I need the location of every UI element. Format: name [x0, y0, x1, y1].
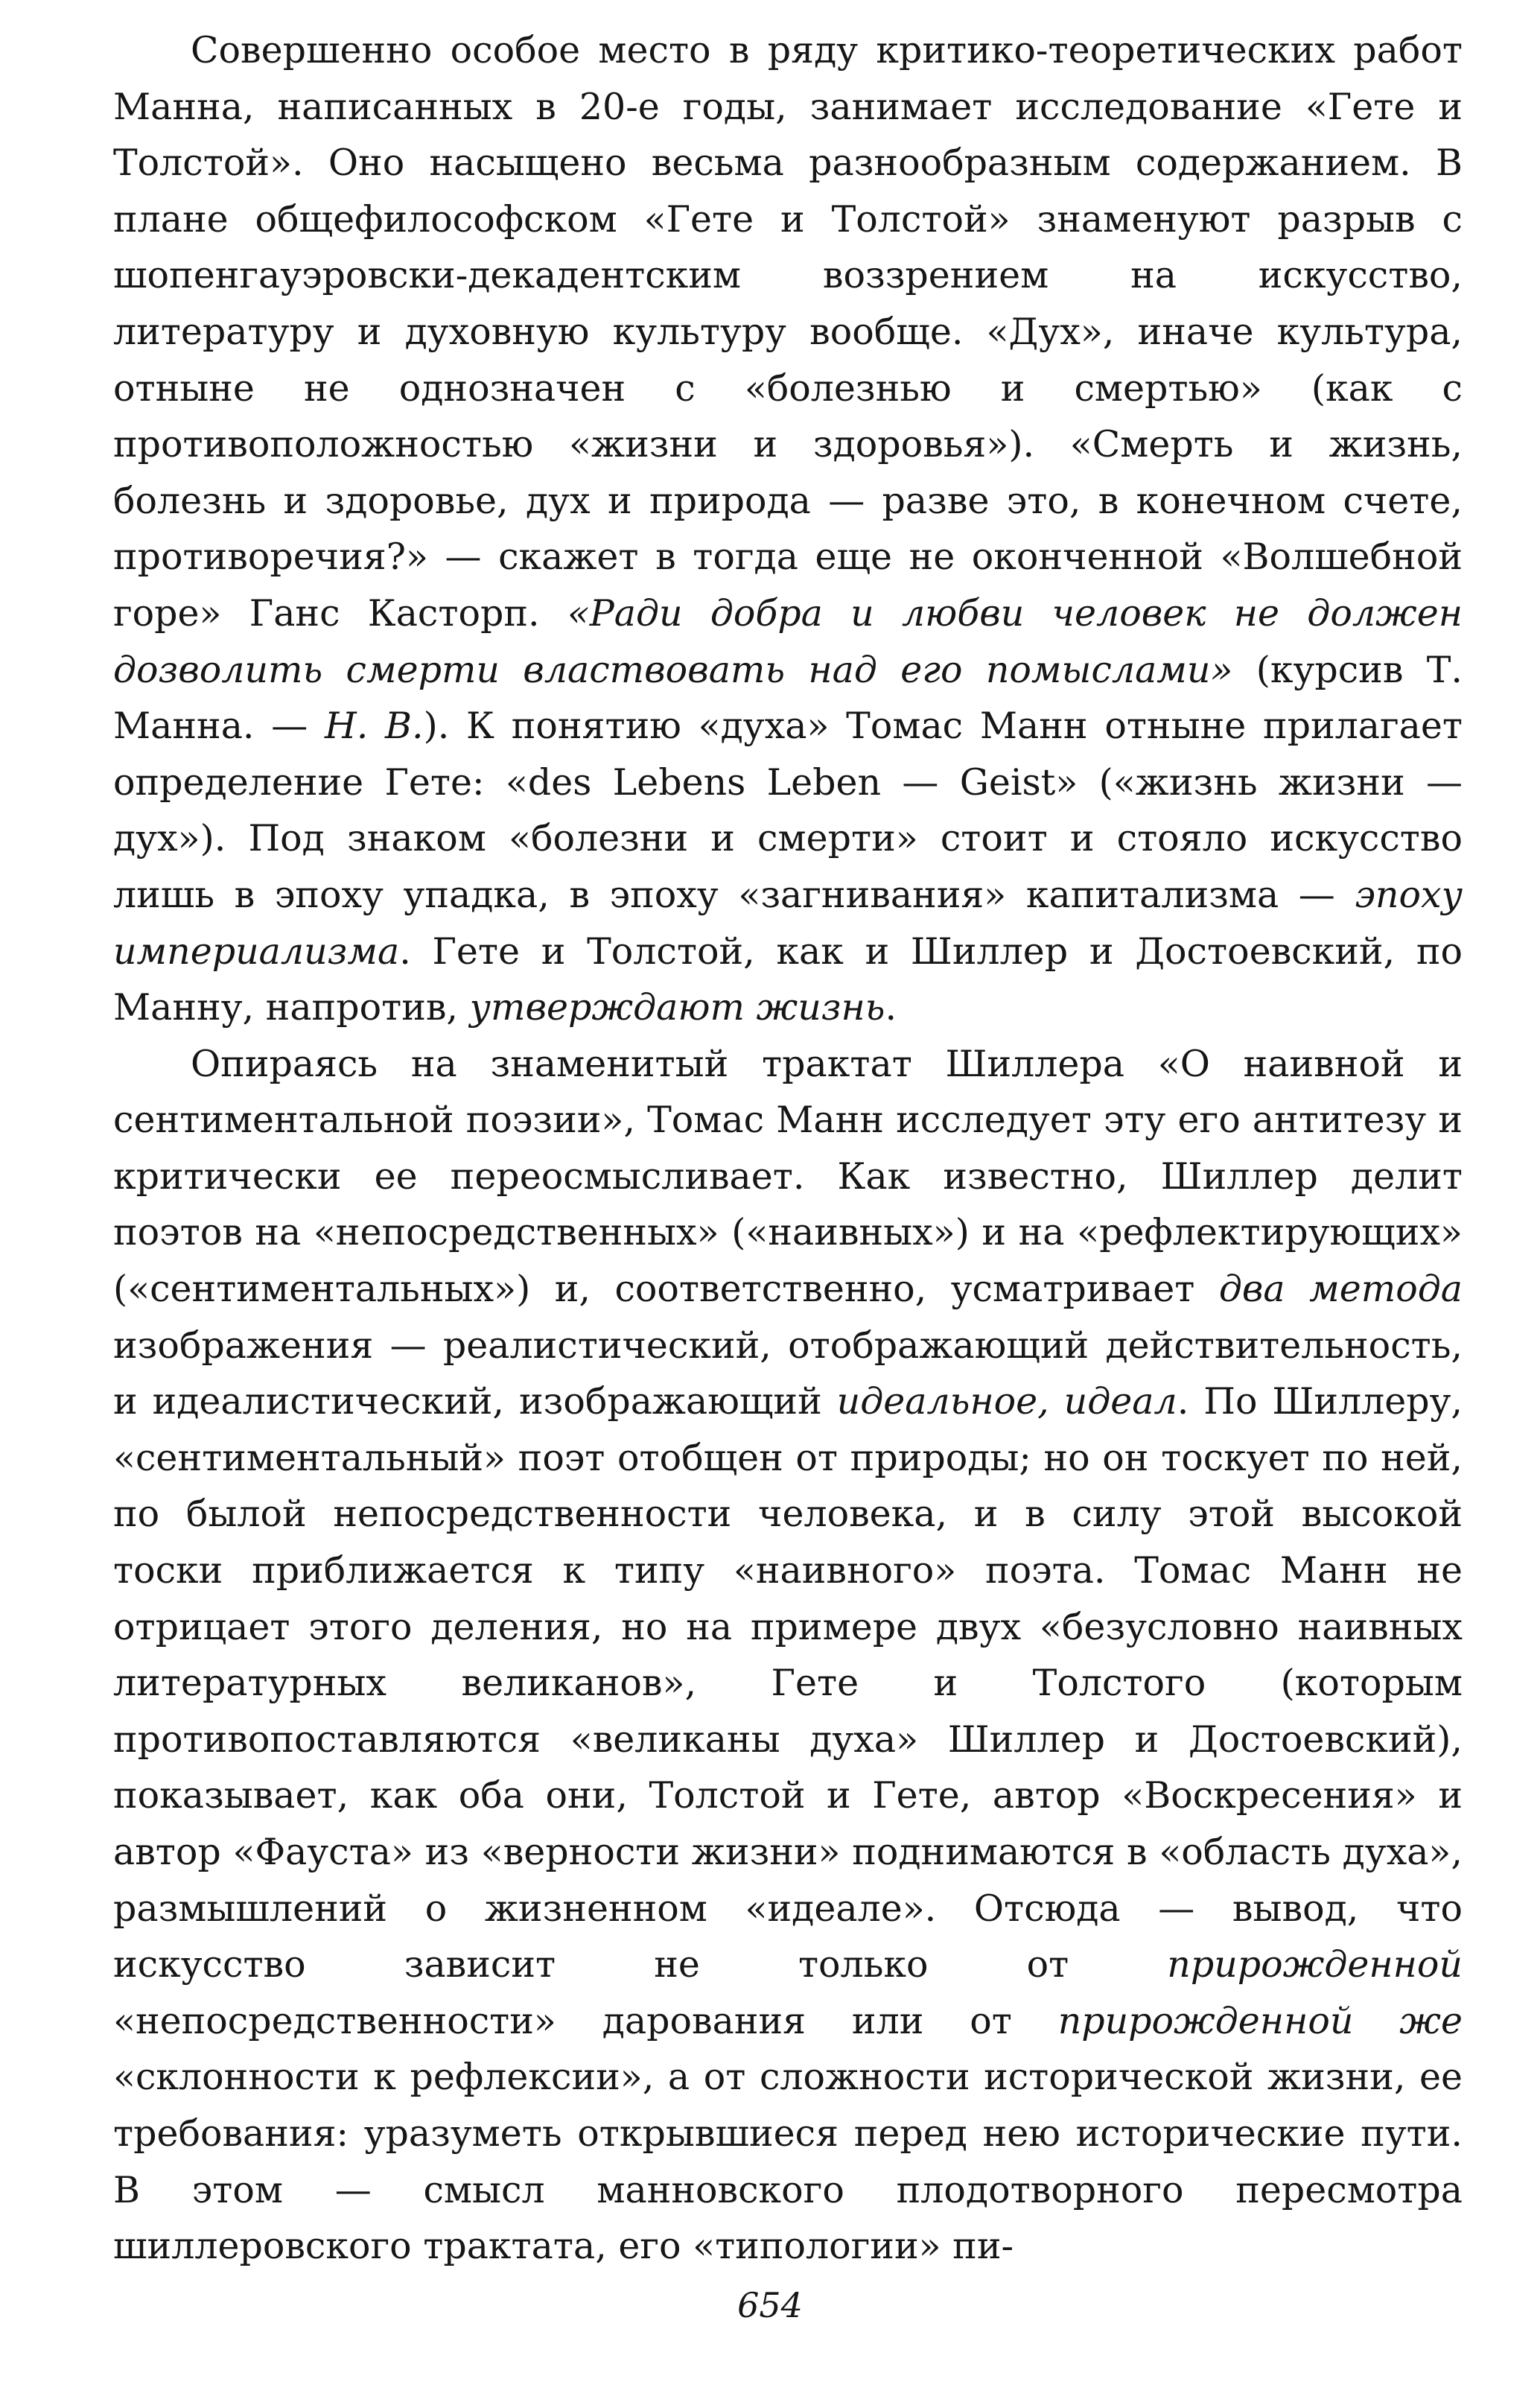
- paragraph-1: [113, 22, 1463, 1036]
- italic-text: два метода: [1218, 1268, 1463, 1311]
- page-text: [113, 22, 1463, 2275]
- text-run: . Гете и Толстой, как и Шиллер и Достоевский, по Манну, напротив,: [113, 930, 1463, 1029]
- italic-text: прирожденной же: [1057, 1999, 1463, 2042]
- text-run: «непосредственности» дарования или от: [113, 1999, 1058, 2042]
- page-number: 654: [737, 2285, 803, 2325]
- text-run: .: [885, 986, 897, 1029]
- paragraph-2: [113, 1036, 1463, 2275]
- italic-text: идеальное, идеал: [836, 1380, 1177, 1423]
- text-run: (курсив Т. Манна. —: [113, 648, 1463, 748]
- text-run: . По Шиллеру, «сентиментальный» поэт отобщен от природы; но он тоскует по ней, по былой непосредственности человека, и в силу этой высокой тоски приближается к типу «наивного» поэта. Томас Манн не отрицает этого деления, но на примере двух «безусловно наивных литературных великанов», Гете и Толстого (которым противопоставляются «великаны духа» Шиллер и Достоевский), показывает, как оба они, Толстой и Гете, автор «Воскресения» и автор «Фауста» из «верности жизни» поднимаются в «область духа», размышлений о жизненном «идеале». Отсюда — вывод, что искусство зависит не только от: [113, 1380, 1463, 1986]
- italic-text: Н. В.: [324, 705, 424, 748]
- text-run: Совершенно особое место в ряду критико-теоретических работ Манна, написанных в 20-е годы, занимает исследование «Гете и Толстой». Оно насыщено весьма разнообразным содержанием. В плане общефилософском «Гете и Толстой» знаменуют разрыв с шопенгауэровски-декадентским воззрением на искусство, литературу и духовную культуру вообще. «Дух», иначе культура, отныне не однозначен с «болезнью и смертью» (как с противоположностью «жизни и здоровья»). «Смерть и жизнь, болезнь и здоровье, дух и природа — разве это, в конечном счете, противоречия?» — скажет в тогда еще не оконченной «Волшебной горе» Ганс Касторп.: [113, 29, 1463, 635]
- italic-text: эпоху империализма: [113, 873, 1463, 973]
- italic-text: «Ради добра и любви человек не должен дозволить смерти властвовать над его помыслами»: [113, 591, 1463, 691]
- text-run: изображения — реалистический, отображающий действительность, и идеалистический, изображающий: [113, 1324, 1463, 1423]
- text-run: «склонности к рефлексии», а от сложности исторической жизни, ее требования: уразуметь открывшиеся перед нею исторические пути. В этом — смысл манновского плодотворного пересмотра шиллеровского трактата, его «типологии» пи-: [113, 2056, 1463, 2268]
- text-run: ). К понятию «духа» Томас Манн отныне прилагает определение Гете: «des Lebens Leben — Geist» («жизнь жизни — дух»). Под знаком «болезни и смерти» стоит и стояло искусство лишь в эпоху упадка, в эпоху «загнивания» капитализма —: [113, 705, 1463, 916]
- text-run: Опираясь на знаменитый трактат Шиллера «О наивной и сентиментальной поэзии», Томас Манн исследует эту его антитезу и критически ее переосмысливает. Как известно, Шиллер делит поэтов на «непосредственных» («наивных») и на «рефлектирующих» («сентиментальных») и, соответственно, усматривает: [113, 1042, 1463, 1311]
- italic-text: утверждают жизнь: [469, 986, 885, 1029]
- italic-text: прирожденной: [1167, 1943, 1463, 1986]
